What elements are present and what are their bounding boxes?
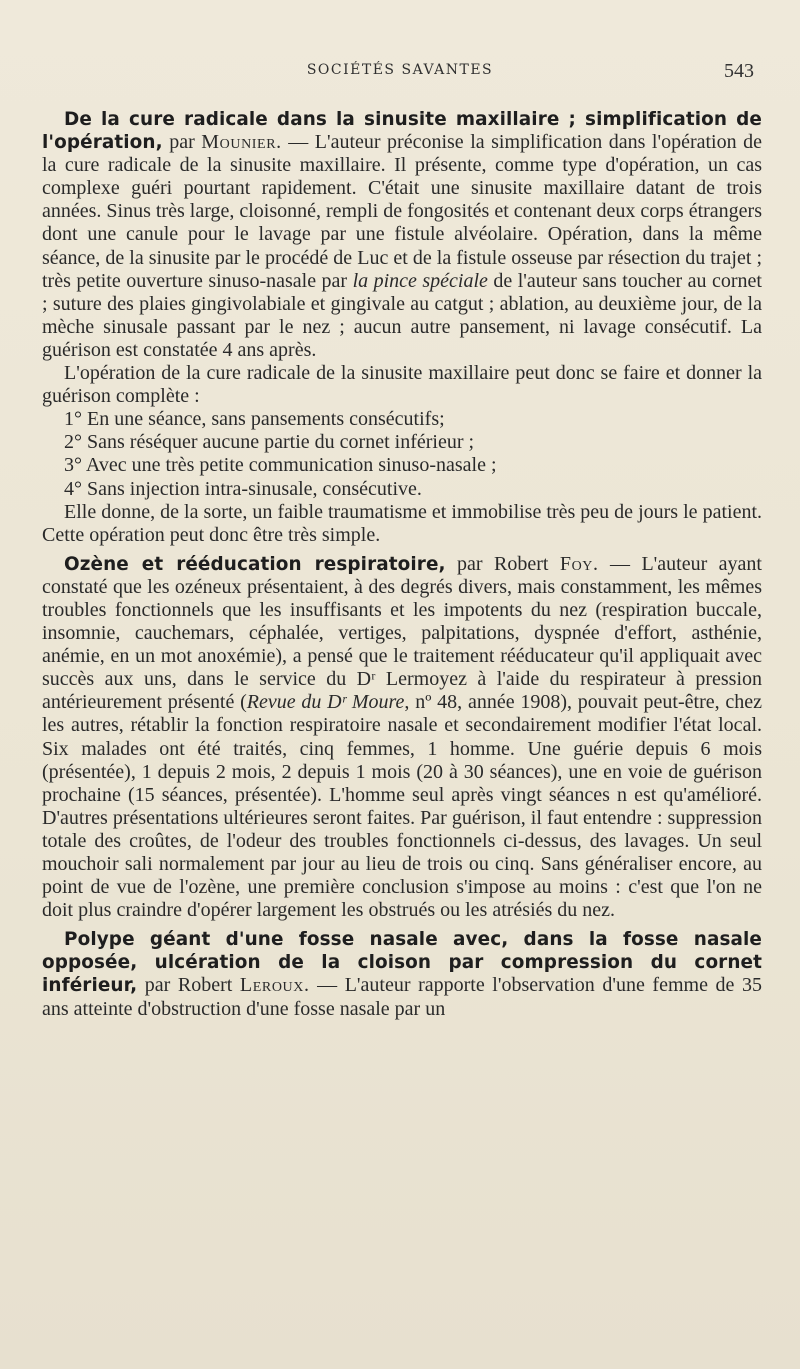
running-title: SOCIÉTÉS SAVANTES — [306, 62, 494, 78]
page-content — [42, 108, 762, 1021]
article-author: Mounier. — [201, 131, 282, 154]
list-item: 2° Sans réséquer aucune partie du cornet inférieur ; — [64, 431, 475, 454]
article-author: Leroux. — [239, 974, 310, 997]
article-paragraph: L'opération de la cure radicale de la sinusite maxillaire peut donc se faire et donner la guérison complète : — [42, 362, 762, 408]
italic-emphasis: la pince spéciale — [352, 269, 488, 292]
page-header — [0, 62, 800, 86]
list-item: 3° Avec une très petite communication sinuso-nasale ; — [64, 454, 497, 477]
article-paragraph: Elle donne, de la sorte, un faible traumatisme et immobilise très peu de jours le patient. Cette opération peut donc être très simple. — [42, 500, 762, 546]
page-number: 543 — [724, 60, 754, 82]
article-paragraph: Polype géant d'une fosse nasale avec, dans la fosse nasale opposée, ulcération de la cloison par compression du cornet inférieur, par Robert Leroux. — L'auteur rapporte l'observation d'une femme de 35 ans atteinte d'obstruction d'une fosse nasale par un — [42, 929, 762, 1020]
article-heading: De la cure radicale dans la sinusite maxillaire ; simplification de l'opération, — [42, 109, 762, 154]
article-heading: Polype géant d'une fosse nasale avec, dans la fosse nasale opposée, ulcération de la cloison par compression du cornet inférieur, — [42, 929, 762, 997]
list-item: 1° En une séance, sans pansements consécutifs; — [64, 408, 445, 431]
article-paragraph: De la cure radicale dans la sinusite maxillaire ; simplification de l'opération, par Mounier. — L'auteur préconise la simplification dans l'opération de la cure radicale de la sinusite maxillaire. Il présente, comme type d'opération, un cas complexe guéri pourtant rapidement. C'était une sinusite maxillaire datant de trois années. Sinus très large, cloisonné, rempli de fongosités et contenant deux corps étrangers dont une canule pour le lavage par une fistule alvéolaire. Opération, dans la même séance, de la sinusite par le procédé de Luc et de la fistule osseuse par résection du trajet ; très petite ouverture sinuso-nasale par la pince spéciale de l'auteur sans toucher au cornet ; suture des plaies gingivolabiale et gingivale au catgut ; ablation, au deuxième jour, de la mèche sinusale passant par le nez ; aucun autre pansement, ni lavage consécutif. La guérison est constatée 4 ans après. — [42, 109, 762, 361]
numbered-list — [42, 408, 762, 500]
article-heading: Ozène et rééducation respiratoire, — [64, 553, 446, 575]
italic-emphasis: Revue du Dʳ Moure — [246, 691, 405, 714]
article-paragraph: Ozène et rééducation respiratoire, par Robert Foy. — L'auteur ayant constaté que les ozéneux présentaient, à des degrés divers, mais constamment, les mêmes troubles fonctionnels que les insuffisants et les impotents du nez (respiration buccale, insomnie, cauchemars, céphalée, vertiges, palpitations, dyspnée d'effort, asthénie, anémie, en un mot anoxémie), a pensé que le traitement rééducateur qu'il appliquait avec succès aux uns, dans le service du Dʳ Lermoyez à l'aide du respirateur à pression antérieurement présenté (Revue du Dʳ Moure, nº 48, année 1908), pouvait peut-être, chez les autres, rétablir la fonction respiratoire nasale et secondairement modifier l'état local. Six malades ont été traités, cinq femmes, 1 homme. Une guérie depuis 6 mois (présentée), 1 depuis 2 mois, 2 depuis 1 mois (20 à 30 séances), une en voie de guérison prochaine (15 séances, présentée). L'homme seul après vingt séances n est qu'amélioré. D'autres présentations ultérieures seront faites. Par guérison, il faut entendre : suppression totale des croûtes, de l'odeur des troubles fonctionnels ci-dessus, des lavages. Un seul mouchoir sali normalement par jour au lieu de trois ou cinq. Sans généraliser encore, au point de vue de l'ozène, une première conclusion s'impose au moins : c'est que l'on ne doit plus craindre d'opérer largement les obstrués ou les atrésiés du nez. — [42, 552, 763, 922]
article-author: Foy. — [559, 552, 599, 575]
list-item: 4° Sans injection intra-sinusale, consécutive. — [64, 477, 422, 500]
